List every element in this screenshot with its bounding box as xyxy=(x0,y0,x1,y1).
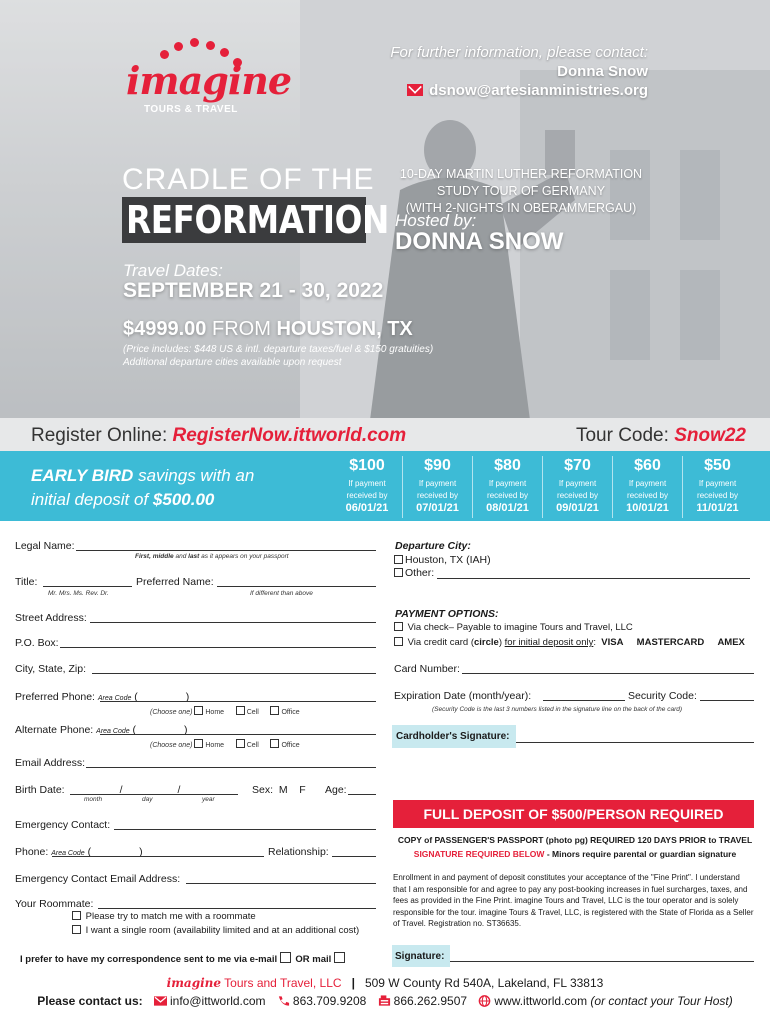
card-number-label: Card Number: xyxy=(394,663,460,675)
early-bird-line1: savings with an xyxy=(138,466,255,485)
birth-year-hint: year xyxy=(202,796,215,803)
relationship-label: Relationship: xyxy=(268,846,329,858)
tier-text: If payment xyxy=(348,479,386,488)
register-online xyxy=(31,425,406,447)
early-bird-tier xyxy=(332,456,402,518)
fine-print: Enrollment in and payment of deposit constitutes your acceptance of the "Fine Print". I understand that I am responsible for and agree to pay any post-booking increases in fuel surcharges, taxes, and fees as provided in the Fine Print. imagine Tours and Travel, LLC is the tour operator and is solely responsible for the tour. imagine Tours & Travel, LLC, is registered with the State of Florida as a Seller of Travel. Registration no. ST36635. xyxy=(393,873,754,928)
full-deposit-banner: FULL DEPOSIT OF $500/PERSON REQUIRED xyxy=(393,800,754,828)
logo-subtitle: TOURS & TRAVEL xyxy=(144,104,238,115)
title-label: Title: xyxy=(15,576,38,588)
tour-title-top: CRADLE OF THE xyxy=(122,163,375,196)
tier-amount: $100 xyxy=(349,457,385,474)
email-field[interactable] xyxy=(86,767,376,768)
globe-icon xyxy=(478,995,491,1007)
checkbox[interactable] xyxy=(334,952,345,963)
alternate-phone-type: (Choose one) Home Cell Office xyxy=(150,739,300,749)
footer-web-note: (or contact your Tour Host) xyxy=(590,994,733,1008)
travel-dates-label: Travel Dates: xyxy=(123,261,223,280)
roommate-option-match[interactable]: Please try to match me with a roommate xyxy=(72,911,256,922)
tier-date: 07/01/21 xyxy=(416,502,459,514)
checkbox[interactable] xyxy=(194,739,203,748)
contact-name: Donna Snow xyxy=(557,63,648,80)
security-code-label: Security Code: xyxy=(628,690,697,702)
emergency-contact-field[interactable] xyxy=(114,829,376,830)
tier-amount: $50 xyxy=(704,457,731,474)
roommate-option-single[interactable]: I want a single room (availability limited and at an additional cost) xyxy=(72,925,359,936)
contact-info xyxy=(390,44,648,99)
tour-code-value: Snow22 xyxy=(674,425,746,446)
age-label: Age: xyxy=(325,784,347,796)
early-bird-tier xyxy=(542,456,612,518)
legal-name-field[interactable] xyxy=(76,550,376,551)
departure-other-option[interactable]: Other: xyxy=(394,567,434,579)
tour-code-label: Tour Code: xyxy=(575,425,669,446)
early-bird-text xyxy=(31,464,254,512)
city-label: City, State, Zip: xyxy=(15,663,86,675)
departure-city-label: Departure City: xyxy=(395,540,471,552)
mail-icon xyxy=(407,84,423,96)
tier-date: 11/01/21 xyxy=(696,502,739,514)
expiration-label: Expiration Date (month/year): xyxy=(394,690,532,702)
title-hint: Mr. Mrs. Ms. Rev. Dr. xyxy=(48,590,109,597)
price-amount: $4999.00 xyxy=(123,318,207,340)
relationship-field[interactable] xyxy=(332,856,376,857)
tier-text: received by xyxy=(697,491,738,500)
preferred-phone-field[interactable] xyxy=(100,701,376,702)
tour-desc-line-1: 10-DAY MARTIN LUTHER REFORMATION xyxy=(399,167,643,181)
tier-text: received by xyxy=(346,491,388,500)
preferred-phone-label: Preferred Phone: Area Code ( ) xyxy=(15,691,190,703)
birth-day-hint: day xyxy=(142,796,153,803)
early-bird-deposit: $500.00 xyxy=(152,490,215,509)
tour-desc-line-2: STUDY TOUR OF GERMANY xyxy=(436,184,606,198)
expiration-field[interactable] xyxy=(543,700,625,701)
signature-label: Signature: xyxy=(392,945,450,967)
birth-date-field[interactable] xyxy=(70,794,238,795)
signature-required-note: SIGNATURE REQUIRED BELOW - Minors require parental or guardian signature xyxy=(413,849,737,859)
emergency-email-field[interactable] xyxy=(186,883,376,884)
emergency-contact-label: Emergency Contact: xyxy=(15,819,111,831)
po-box-label: P.O. Box: xyxy=(15,637,59,649)
tier-amount: $70 xyxy=(564,457,591,474)
footer-phone[interactable]: 863.709.9208 xyxy=(292,994,367,1008)
contact-intro: For further information, please contact: xyxy=(390,44,648,61)
fax-icon xyxy=(378,995,391,1007)
emergency-phone-field[interactable] xyxy=(52,856,264,857)
tier-text: received by xyxy=(627,491,668,500)
tier-text: If payment xyxy=(418,479,457,488)
footer-company: imagine Tours and Travel, LLC | 509 W County Rd 540A, Lakeland, FL 33813 xyxy=(166,976,604,990)
footer-web[interactable]: www.ittworld.com xyxy=(494,994,588,1008)
footer-contact-label: Please contact us: xyxy=(37,994,143,1008)
alternate-phone-label: Alternate Phone: Area Code ( ) xyxy=(15,724,188,736)
checkbox[interactable] xyxy=(270,739,279,748)
tour-title-main: REFORMATION xyxy=(126,198,389,242)
price-includes: (Price includes: $448 US & intl. departure taxes/fuel & $150 gratuities) xyxy=(123,344,434,355)
checkbox[interactable] xyxy=(72,925,81,934)
phone-icon xyxy=(277,995,290,1007)
tier-date: 06/01/21 xyxy=(345,502,389,514)
birth-month-hint: month xyxy=(84,796,103,803)
signature-field[interactable] xyxy=(450,961,754,962)
emergency-email-label: Emergency Contact Email Address: xyxy=(15,873,181,885)
mail-icon xyxy=(154,995,167,1007)
preferred-name-label: Preferred Name: xyxy=(136,576,214,588)
sex-field[interactable]: Sex: M F xyxy=(252,784,306,796)
emergency-phone-label: Phone: Area Code ( ) xyxy=(15,846,143,858)
contact-email[interactable]: dsnow@artesianministries.org xyxy=(429,82,648,99)
footer-address: 509 W County Rd 540A, Lakeland, FL 33813 xyxy=(364,976,604,990)
city-field[interactable] xyxy=(92,673,376,674)
host-name: DONNA SNOW xyxy=(395,228,564,255)
legal-name-hint: First, middle and last as it appears on your passport xyxy=(135,553,289,560)
early-bird-tier xyxy=(402,456,472,518)
checkbox[interactable] xyxy=(194,706,203,715)
hero-banner xyxy=(0,0,770,418)
tour-desc-line-3: (WITH 2-NIGHTS IN OBERAMMERGAU) xyxy=(405,201,637,215)
tour-code xyxy=(576,425,746,447)
price-city: HOUSTON, TX xyxy=(276,318,413,340)
card-number-field[interactable] xyxy=(462,673,754,674)
imagine-logo xyxy=(120,44,292,124)
email-label: Email Address: xyxy=(15,757,86,769)
pay-by-check-option[interactable]: Via check– Payable to imagine Tours and Travel, LLC xyxy=(394,622,633,633)
early-bird-line2: initial deposit of xyxy=(31,490,149,509)
travel-dates: SEPTEMBER 21 - 30, 2022 xyxy=(123,279,384,302)
tier-date: 10/01/21 xyxy=(626,502,669,514)
title-field[interactable] xyxy=(43,586,132,587)
correspondence-preference: I prefer to have my correspondence sent to me via e-mail OR mail xyxy=(20,952,347,965)
tier-text: If payment xyxy=(628,479,667,488)
tier-text: received by xyxy=(557,491,598,500)
price-from: FROM xyxy=(211,318,271,340)
checkbox[interactable] xyxy=(394,637,403,646)
birth-date-label: Birth Date: / / xyxy=(15,784,181,796)
tier-amount: $90 xyxy=(424,457,451,474)
payment-options-label: PAYMENT OPTIONS: xyxy=(395,608,499,620)
checkbox[interactable] xyxy=(270,706,279,715)
footer-contacts xyxy=(0,994,770,1008)
checkbox[interactable] xyxy=(394,555,403,564)
tier-amount: $60 xyxy=(634,457,661,474)
age-field[interactable] xyxy=(348,794,376,795)
footer-logo: imagine xyxy=(166,976,222,990)
departure-houston-option[interactable]: Houston, TX (IAH) xyxy=(394,554,491,566)
tier-date: 09/01/21 xyxy=(556,502,599,514)
checkbox[interactable] xyxy=(394,568,403,577)
checkbox[interactable] xyxy=(394,622,403,631)
early-bird-title: EARLY BIRD xyxy=(31,466,134,485)
cardholder-signature-field[interactable] xyxy=(516,742,754,743)
pay-by-card-option[interactable]: Via credit card (circle) for initial deposit only: VISA MASTERCARD AMEX xyxy=(394,637,745,648)
tier-text: received by xyxy=(487,491,528,500)
street-field[interactable] xyxy=(90,622,376,623)
checkbox[interactable] xyxy=(236,739,245,748)
tier-text: received by xyxy=(417,491,458,500)
additional-cities: Additional departure cities available upon request xyxy=(123,357,342,368)
preferred-phone-type: (Choose one) Home Cell Office xyxy=(150,706,300,716)
hosted-by-label: Hosted by: xyxy=(395,211,477,230)
passport-copy-note: COPY of PASSENGER'S PASSPORT (photo pg) REQUIRED 120 DAYS PRIOR to TRAVEL xyxy=(397,835,753,845)
tour-price xyxy=(123,318,413,341)
checkbox[interactable] xyxy=(236,706,245,715)
cardholder-signature-label: Cardholder's Signature: xyxy=(392,725,516,748)
tier-text: If payment xyxy=(488,479,527,488)
footer-fax[interactable]: 866.262.9507 xyxy=(393,994,468,1008)
register-url[interactable]: RegisterNow.ittworld.com xyxy=(172,425,407,446)
roommate-label: Your Roommate: xyxy=(15,898,94,910)
early-bird-tier xyxy=(612,456,682,518)
contact-email-row xyxy=(390,82,648,99)
checkbox[interactable] xyxy=(72,911,81,920)
footer-company-name: Tours and Travel, LLC xyxy=(224,976,342,990)
po-box-field[interactable] xyxy=(60,647,376,648)
preferred-name-field[interactable] xyxy=(217,586,376,587)
departure-other-field[interactable] xyxy=(437,578,750,579)
early-bird-tier xyxy=(682,456,752,518)
tour-description xyxy=(390,166,652,217)
early-bird-tiers xyxy=(332,456,752,518)
legal-name-label: Legal Name: xyxy=(15,540,75,552)
checkbox[interactable] xyxy=(280,952,291,963)
alternate-phone-field[interactable] xyxy=(100,734,376,735)
security-code-hint: (Security Code is the last 3 numbers listed in the signature line on the back of the card) xyxy=(432,706,683,713)
street-label: Street Address: xyxy=(15,612,87,624)
preferred-name-hint: If different than above xyxy=(250,590,313,597)
tier-amount: $80 xyxy=(494,457,521,474)
footer-email[interactable]: info@ittworld.com xyxy=(170,994,266,1008)
logo-word: imagine xyxy=(126,58,292,103)
register-label: Register Online: xyxy=(31,425,168,446)
early-bird-tier xyxy=(472,456,542,518)
tier-date: 08/01/21 xyxy=(486,502,529,514)
roommate-field[interactable] xyxy=(98,908,376,909)
tier-text: If payment xyxy=(558,479,597,488)
tier-text: If payment xyxy=(698,479,737,488)
security-code-field[interactable] xyxy=(700,700,754,701)
